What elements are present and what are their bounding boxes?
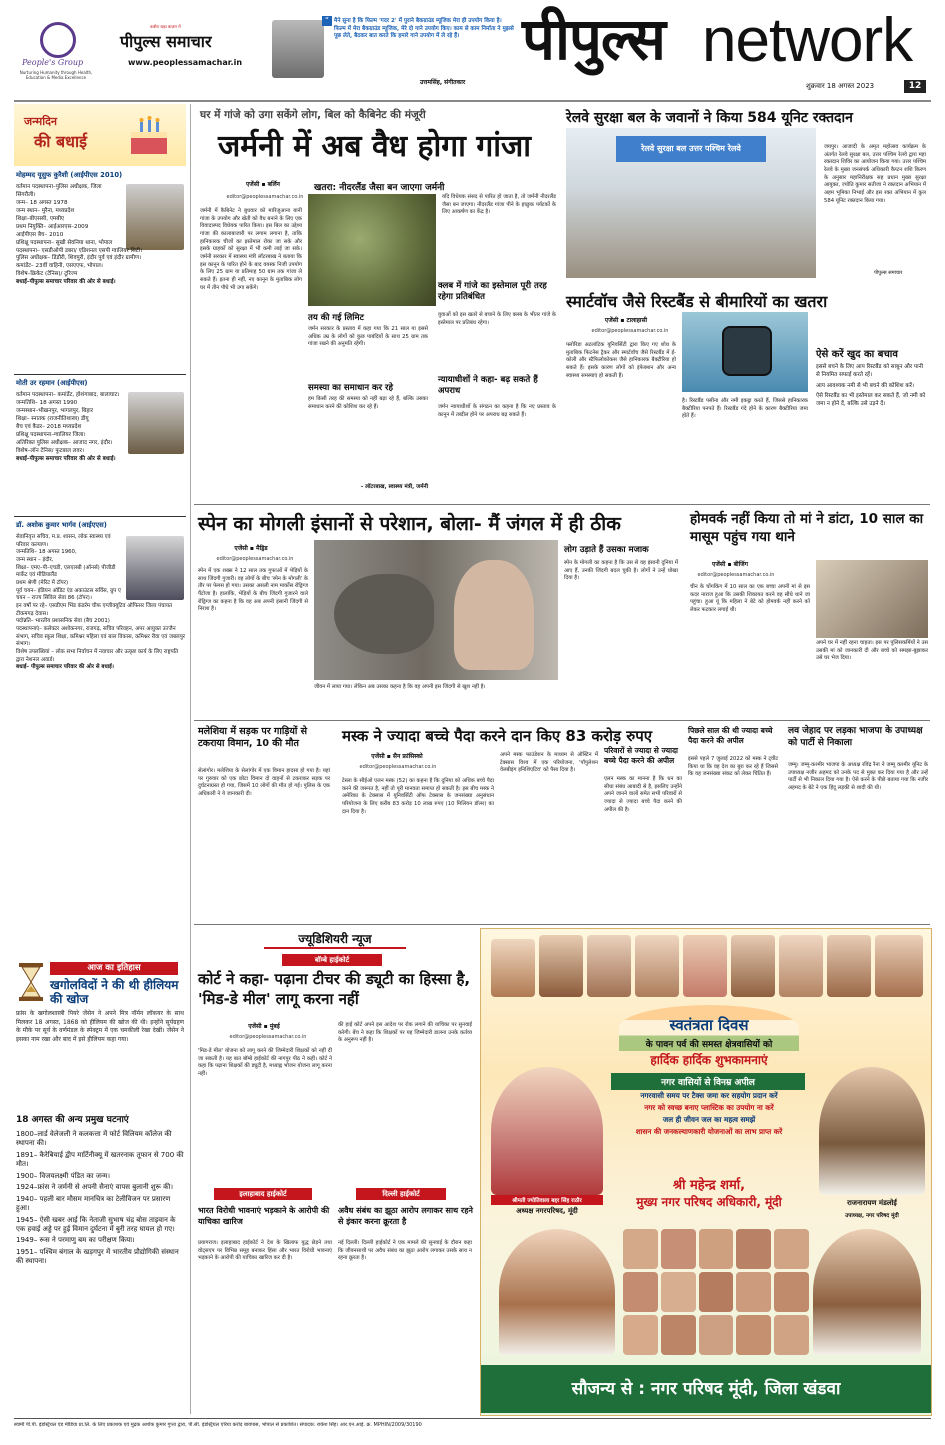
leader-photo xyxy=(731,935,775,997)
railway-credit: पीपुल्स समाचार xyxy=(874,270,903,276)
leader-photo xyxy=(587,935,631,997)
event-item: 1949– रूस ने परमाणु बम का परीक्षण किया। xyxy=(16,1236,135,1245)
group-tagline: Nurturing Humanity through Health, Education & Media Excellence xyxy=(19,70,93,81)
event-item: 1951– पश्चिम बंगाल के खड़गपुर में भारतीय प्रौद्योगिकी संस्थान की स्थापना। xyxy=(16,1247,179,1266)
detail-line: शिक्षा– एमए–पी–एचडी, एलएलबी (ऑनर्स) पीजीडी मार्केट एवं मीडियालैंड xyxy=(16,564,116,579)
detail-line: प्रशिक्षु पदस्थापना– सुखी सेवनिया थाना, भोपाल xyxy=(16,239,113,246)
detail-line: जन्मतिथि– 18 अगस्त 1960, xyxy=(16,549,77,556)
court-3-headline: अवैध संबंध का झूठा आरोप लगाकर साथ रहने से इंकार करना क्रूरता है xyxy=(338,1206,473,1226)
judiciary-headline: कोर्ट ने कहा- पढ़ाना टीचर की ड्यूटी का हिस्सा है, 'मिड-डे मील' लागू करना नहीं xyxy=(198,970,471,1008)
detail-line: अतिरिक्त पुलिस अधीक्षक– आजाद नगर, इंदौर। xyxy=(16,439,113,446)
history-title: खगोलविदों ने की थी हीलियम की खोज xyxy=(50,978,179,1007)
spain-sub-body: स्पेन के मोगली का कहना है कि उस से वह इंसानी दुनिया में आए हैं, उनकी जिंदगी बदल चुकी है। लोगों ने उन्हें धोखा दिया है। xyxy=(564,560,678,582)
imprint-rule xyxy=(14,1418,931,1419)
page-number: 12 xyxy=(904,80,926,93)
detail-line: सेवानिवृत्त सचिव, म.प्र. शासन, लोक स्वास्थ्य एवं परिवार कल्याण। xyxy=(16,534,111,548)
railway-story xyxy=(562,104,930,282)
court-2-headline: भारत विरोधी भावनाएं भड़काने के आरोपी की याचिका खारिज xyxy=(198,1206,330,1226)
appeal-title: नगर वासियों से विनम्र अपील xyxy=(611,1073,805,1090)
homework-byline: एजेंसी ▪ बीजिंग xyxy=(712,561,748,568)
smartwatch-story xyxy=(562,286,930,502)
smartwatch-headline: स्मार्टवॉच जैसे रिस्टबैंड से बीमारियों का खतरा xyxy=(566,292,828,311)
councillor-photo xyxy=(623,1315,658,1355)
detail-line: पदोन्नति– भारतीय प्रशासनिक सेवा (बैच 2001) xyxy=(16,618,110,625)
judiciary-section xyxy=(194,926,476,1414)
detail-line: जन्म स्थान– मुरैना, मध्यप्रदेश xyxy=(16,207,75,214)
malaysia-body: सेलांगोर। मलेशिया के सेलांगोर में एक विमान हादसा हो गया है। यहां पर गुरुवार को एक छोटा विमान दो वाहनों से टकराकर सड़क पर दुर्घटनाग्रस्त हो गया, जिसमें 10 लोगों की मौत हो गई। पुलिस के एक अधिकारी ने ये जानकारी दी। xyxy=(198,768,330,798)
councillor-photo xyxy=(774,1315,809,1355)
detail-line: पदस्थापनाएं– कलेक्टर अशोकनगर, राजगढ़, सचिव परिवहन, अपर आयुक्त उज्जैन संभाग, सचिव स्कूल शिक्षा, कमिश्नर महिला एवं बाल विकास, कमिश्नर रीवा एवं जबलपुर संभाग। xyxy=(16,626,185,648)
officer-name: श्री महेन्द्र शर्मा, xyxy=(672,1178,746,1193)
section-rule xyxy=(194,504,930,505)
birthday-person-2-name: मोती उर रहमान (आईपीएस) xyxy=(16,379,88,387)
judiciary-byline: एजेंसी ▪ मुंबई xyxy=(248,1023,280,1030)
detail-line: आईपीएस बैच– 2010 xyxy=(16,231,64,238)
germany-sub-2: समस्या का समाधान कर रहे xyxy=(308,383,394,393)
spain-story xyxy=(194,506,682,718)
ad-footer: सौजन्य से : नगर परिषद मूंदी, जिला खंडवा xyxy=(481,1365,931,1413)
birthday-heading-big: की बधाई xyxy=(34,132,87,151)
musk-body-2: अपने मस्क फाउंडेशन के माध्यम से ऑस्टिन में टेक्सास विश्व में एक परियोजना, 'पॉपुलेशन वेलबीइंग इनिशिएटिव' को पैसा दिया है। xyxy=(500,752,598,774)
detail-line: शिक्षा– स्नातक (राजनीतिशास्त्र) डीयू xyxy=(16,415,89,422)
divider xyxy=(14,516,186,517)
history-section xyxy=(14,958,186,1414)
masthead-rule xyxy=(14,100,931,102)
detail-line: विशेष उपलब्धियां – लोक सभा निर्वाचन में नवाचार और उत्कृष्ट कार्य के लिए राष्ट्रपति द्वारा नेशनल अवार्ड। xyxy=(16,649,179,663)
councillor-photo xyxy=(774,1229,809,1269)
councillor-grid xyxy=(623,1229,809,1355)
history-body: फ्रांस के खगोलशास्त्री पियरे जेंसेन ने अपने मित्र नॉर्मन लॉकयर के साथ मिलकर 18 अगस्त, 1868 को हीलियम की खोज की थी। इन्होंने सूर्यग्रहण के मौके पर सूर्य के वर्णमंडल के स्पेक्ट्रम में एक चमकीली रेखा देखी। जेंसेन ने इसका नाम रखा और बाद में इसे हीलियम कहा गया। xyxy=(16,1010,184,1044)
love-jihad-body: जम्मू। जम्मू-कश्मीर भाजपा के अध्यक्ष रविंद्र रैना ने जम्मू कश्मीर यूनिट के उपाध्यक्ष नजीर अहमद को उनके पद से मुक्त कर दिया गया है और उन्हें पार्टी से भी निकाल दिया गया है। ऐसे करने के पीछे बताया गया कि नजीर अहमद के बेटे ने एक हिंदू लड़की से शादी की थी। xyxy=(788,762,928,792)
detail-line: प्रशिक्षु पदस्थापना–ग्वालियर जिला। xyxy=(16,431,86,438)
detail-line: पुलिस अधीक्षक– डिंडौरी, शिवपुरी, इंदौर पूर्व एवं इंदौर ग्रामीण। xyxy=(16,255,142,262)
judiciary-body: 'मिड-डे मील' योजना को लागू करने की जिम्मेदारी शिक्षकों को नहीं दी जा सकती है। यह बात बॉम्बे हाईकोर्ट की नागपुर पीठ ने कही। कोर्ट ने कहा कि पढ़ाना शिक्षकों की ड्यूटी है, मध्याह्न भोजन योजना लागू करना नहीं। xyxy=(198,1048,332,1078)
vice-chair-role: उपाध्यक्ष, नगर परिषद मूंदी xyxy=(845,1213,899,1219)
smartwatch-body-2: है। रिस्टबैंड पसीना और नमी इकट्ठा करते हैं, जिससे हानिकारक बैक्टीरिया पनपते हैं। रिस्टबैंड गंदे होने के कारण बैक्टीरिया जमा होते हैं। xyxy=(682,398,808,420)
detail-line: शिक्षा–बीएससी, एमबीए xyxy=(16,215,64,222)
detail-line: पदस्थापना– एसडीओपी डबरा/ एडिशनल एसपी ग्वालियर सिटी। xyxy=(16,247,143,254)
judiciary-tag: ज्यूडिशियरी न्यूज xyxy=(264,930,406,949)
officer-role: मुख्य नगर परिषद अधिकारी, मूंदी xyxy=(636,1195,782,1209)
birthday-person-3-details xyxy=(16,534,186,672)
event-item: 1800–लार्ड वेलेजली ने कलकत्ता में फोर्ट विलियम कॉलेज की स्थापना की। xyxy=(16,1130,172,1148)
wolf-figure xyxy=(334,574,434,654)
railway-body: जयपुर। आजादी के अमृत महोत्सव कार्यक्रम के अंतर्गत रेलवे सुरक्षा बल, उत्तर पश्चिम रेलवे द्वारा महा रक्तदान शिविर का आयोजन किया गया। उत्तर पश्चिम रेलवे के मुख्य जनसंपर्क अधिकारी कैप्टन शशि किरण के अनुसार महानिरीक्षक सह प्रधान मुख्य सुरक्षा आयुक्त, ज्योति कुमार सतीजा ने रक्तदान अभियान में अहम भूमिका निभाई और इस रक्त अभियान में कुल 584 यूनिट रक्तदान किया गया। xyxy=(824,144,926,204)
peoples-group-logo xyxy=(40,22,76,58)
detail-line: जन्म– 18 अगस्त 1978 xyxy=(16,199,68,206)
birthday-section xyxy=(14,104,186,948)
court-2-tag: इलाहाबाद हाईकोर्ट xyxy=(214,1188,312,1200)
detail-line: प्रथम नियुक्ति– आईआरएस–2009 xyxy=(16,223,89,230)
germany-sub-2-body: हम किसी तरह की समस्या को नहीं बढ़ा रहे हैं, बल्कि उसका समाधान करने की कोशिश कर रहे हैं। xyxy=(308,396,428,410)
councillor-photo xyxy=(661,1272,696,1312)
leader-photo xyxy=(635,935,679,997)
watch-icon xyxy=(722,326,772,376)
railway-banner: रेलवे सुरक्षा बल उत्तर पश्चिम रेलवे xyxy=(616,136,766,162)
musk-side-2-head: पिछले साल की थी ज्यादा बच्चे पैदा करने की अपील xyxy=(688,726,773,745)
leader-photo xyxy=(491,939,535,997)
homework-email: editor@peoplessamachar.co.in xyxy=(697,572,775,578)
councillor-photo xyxy=(661,1315,696,1355)
detail-line: वर्तमान पदस्थापना–पुलिस अधीक्षक, जिला सिंगरौली। xyxy=(16,184,102,198)
musk-headline: मस्क ने ज्यादा बच्चे पैदा करने दान किए 83 करोड़ रुपए xyxy=(342,727,653,745)
appeal-line: जल ही जीवन जल का महत्व समझें xyxy=(662,1115,756,1124)
ad-line-1: के पावन पर्व की समस्त क्षेत्रवासियों को xyxy=(645,1040,773,1050)
malaysia-story xyxy=(194,722,334,922)
chairperson-photo xyxy=(491,1067,603,1195)
smartwatch-tips-heading: ऐसे करें खुद का बचाव xyxy=(816,349,898,360)
councillor-photo xyxy=(623,1229,658,1269)
homework-story xyxy=(686,506,930,718)
germany-email: editor@peoplessamachar.co.in xyxy=(226,194,304,200)
birthday-heading-small: जन्मदिन xyxy=(24,115,58,128)
judiciary-email: editor@peoplessamachar.co.in xyxy=(229,1034,307,1040)
quote-author: उत्तमसिंह, संगीतकार xyxy=(420,79,466,86)
railway-headline: रेलवे सुरक्षा बल के जवानों ने किया 584 यूनिट रक्तदान xyxy=(566,110,853,126)
smartwatch-email: editor@peoplessamachar.co.in xyxy=(591,328,669,334)
germany-body-2: यदि विधेयक संसद से पारित हो जाता है, तो जर्मनी नीदरलैंड जैसा बन जाएगा। नीदरलैंड गांजा पीने के इच्छुक पर्यटकों के लिए आकर्षण का केंद्र है। xyxy=(442,194,556,216)
smartwatch-body: फ्लोरिडा अटलांटिक यूनिवर्सिटी द्वारा किए गए शोध के मुताबिक फिटनेस ट्रैकर और स्मार्टवॉच जैसे रिस्टबैंड में ई-कोली और स्टैफिलोकोकस जैसे हानिकारक बैक्टीरिया हो सकते हैं। इसके कारण लोगों को इंफेक्शन और अन्य स्वास्थ्य समस्याएं हो सकती हैं। xyxy=(566,342,676,379)
railway-photo xyxy=(566,128,816,278)
musk-side-2-body: इससे पहले 7 जुलाई 2022 को मस्क ने ट्वीट किया था कि वह देश का बुरा कर रहे हैं जिससे कि वह जनसंख्या संकट को लेकर चिंतित हैं। xyxy=(688,756,778,778)
section-rule xyxy=(194,720,930,721)
paper-title-hindi: पीपुल्स xyxy=(522,5,665,73)
detail-line: जन्मतिथि– 18 अगस्त 1990 xyxy=(16,399,78,406)
quote-portrait xyxy=(272,20,324,78)
councillor-photo xyxy=(661,1229,696,1269)
leader-photo xyxy=(827,935,871,997)
germany-sub-4-body: जर्मन न्यायाधीशों के संगठन का कहना है कि नए प्रस्ताव के कानून में तब्दील होने पर अपराध बढ़ सकते हैं। xyxy=(438,404,556,418)
history-events-heading: 18 अगस्त की अन्य प्रमुख घटनाएं xyxy=(16,1115,129,1125)
councillor-photo xyxy=(774,1272,809,1312)
court-1-tag: बॉम्बे हाईकोर्ट xyxy=(282,954,382,966)
smartwatch-byline: एजेंसी ▪ टालाहासी xyxy=(604,317,648,324)
birthday-person-2-details xyxy=(16,392,186,463)
detail-line: चयन – राज्य सिविल सेवा 86 (टॉपर)। xyxy=(16,595,92,602)
court-3-tag: दिल्ली हाईकोर्ट xyxy=(356,1188,446,1200)
musk-byline: एजेंसी ▪ सैन फ्रांसिस्को xyxy=(371,753,423,760)
ad-top-label: स्वतंत्रता दिवस xyxy=(669,1016,749,1034)
germany-sub-3: क्लब में गांजे का इस्तेमाल पूरी तरह रहेगा प्रतिबंधित xyxy=(438,281,547,302)
officer-photo xyxy=(813,1229,921,1355)
event-item: 1945– ऐसी खबर आई कि नेताजी सुभाष चंद्र बोस ताइवान के एक हवाई अड्डे पर हुई विमान दुर्घटना में बुरी तरह घायल हो गए। xyxy=(16,1215,176,1233)
detail-line: बैच एवं कैडर– 2018 मध्यप्रदेश xyxy=(16,423,82,430)
love-jihad-headline: लव जेहाद पर लड़का भाजपा के उपाध्यक्ष को पार्टी से निकाला xyxy=(788,726,923,748)
ad-line-2: हार्दिक हार्दिक शुभकामनाएं xyxy=(650,1053,768,1067)
quote-text: मैने सुना है कि फिल्म 'गदर 2' में पुराने बैकग्राउंड म्यूजिक मेरा ही उपयोग किया है। फिल्म में मेरा बैकग्राउंड म्यूजिक, मेरे दो गाने उपयोग किए। काम से काम निर्माता ने मुझसे पूछ लेते, बैठकर बात करते कि हमारे गाने उपयोग में ले रहे हैं। xyxy=(334,18,514,40)
judiciary-body-2: की हाई कोर्ट अपने इस आदेश पर रोक लगाने की याचिका पर सुनवाई करेगी। बेंच ने कहा कि शिक्षकों पर यह जिम्मेदारी डालना उनके कर्तव्य के अनुरूप नहीं है। xyxy=(338,1022,472,1044)
vice-chair-name: राजनारायण मंडलोई xyxy=(847,1199,897,1207)
chairperson-caption: श्रीमती ज्योतिवाला बद्दर सिंह राठौर xyxy=(491,1195,603,1205)
homework-body: चीन के चोंगकिंग में 10 साल का एक बच्चा अपनी मां से इस कदर नाराज हुआ कि उसकी शिकायत करने वह सीधे थाने जा पहुंचा। हुआ यूं कि महिला ने बेटे को होमवर्क नहीं करने को लेकर फटकार लगाई थी। xyxy=(690,584,810,614)
appeal-line: नगर को स्वच्छ बनाए प्लास्टिक का उपयोग ना करें xyxy=(644,1103,774,1112)
musk-side-2 xyxy=(686,722,782,922)
germany-headline: जर्मनी में अब वैध होगा गांजा xyxy=(218,129,532,164)
birthday-person-1-name: मोहम्मद यूसुफ कुरैशी (आईपीएस 2010) xyxy=(16,171,123,179)
spain-byline: एजेंसी ▪ मैड्रिड xyxy=(234,545,268,552)
councillor-photo xyxy=(699,1315,734,1355)
germany-story xyxy=(194,104,558,502)
detail-line: वर्तमान पदस्थापना– कमांडेंट, होशंगाबाद, बालाघाट। xyxy=(16,392,120,398)
paper-small-title: पीपुल्स समाचार xyxy=(120,32,212,51)
paper-small-tag: कबीरा खड़ा बाज़ार में xyxy=(150,24,181,29)
section-rule xyxy=(194,924,930,925)
website[interactable]: www.peoplessamachar.in xyxy=(128,58,243,67)
column-rule-left xyxy=(190,104,191,1414)
vice-chair-photo xyxy=(819,1067,925,1195)
germany-kicker: घर में गांजे को उगा सकेंगे लोग, बिल को कैबिनेट की मंजूरी xyxy=(200,109,426,121)
court-2-body: प्रयागराज। इलाहाबाद हाईकोर्ट ने देश के खिलाफ युद्ध छेड़ने तथा वोट्सएप पर विभिन्न समूह बनाकर हिंसा और भारत विरोधी भावनाएं भड़काने के आरोपी की याचिका खारिज कर दी है। xyxy=(198,1240,332,1262)
event-item: 1924–फ्रांस ने जर्मनी से अपनी सैनाएं वापस बुलानी शुरू की। xyxy=(16,1183,174,1192)
malaysia-headline: मलेशिया में सड़क पर गाड़ियों से टकराया विमान, 10 की मौत xyxy=(198,726,308,750)
officer-photo xyxy=(499,1229,615,1355)
detail-line: जन्म स्थान – इंदौर, xyxy=(16,557,54,564)
leader-photo xyxy=(875,935,923,997)
spain-email: editor@peoplessamachar.co.in xyxy=(216,556,294,562)
leader-photo xyxy=(779,935,823,997)
child-photo xyxy=(816,560,928,638)
detail-line: विशेष–क्रिकेट (टेनिस)/ टूरिज्म xyxy=(16,271,78,278)
germany-body-1: जर्मनी में कैबिनेट ने बुधवार को मारिजुआना यानी गांजा के उपयोग और खेती को वैध बनाने के लिए एक विवादास्पद विधेयक पारित किया। इस बिल का उद्देश्य गांजा की कालाबाजारी पर लगाम लगाना है, ताकि हानिकारक चीजों का इस्तेमाल रोका जा सके और इसके ग्राहकों को सुरक्षा में भी कमी लाई जा सके। जर्मनी सरकार में स्वास्थ्य मंत्री लॉटरबाख ने बताया कि इस कानून के पारित होने के बाद वयस्क निजी उपयोग के लिए 25 ग्राम या प्रतिमाह 50 ग्राम तक गांजा ले सकते हैं। इतना ही नहीं, नए कानून के मुताबिक लोग घर में तीन पौधे भी उगा सकेंगे। xyxy=(200,208,302,291)
hourglass-icon xyxy=(16,962,46,1002)
tip-item: इससे बचने के लिए आप रिस्टबैंड को साबुन और पानी से नियमित सफाई करते रहें। xyxy=(816,364,924,378)
councillor-photo xyxy=(736,1315,771,1355)
cannabis-photo xyxy=(308,194,436,306)
spain-body: स्पेन में एक शख्स ने 12 साल तक गुफाओं में भेड़ियों के साथ जिंदगी गुजारी। वह लोगों के बीच 'स्पेन के मोगली' के तौर पर फेमस हो गया। उसका असली नाम मार्कोस रोड्रिग्ज पैंटोजा है। हालांकि, भेड़ियों के बीच जिंदगी गुजारने वाले रोड्रिग्ज का कहना है कि वह अब अपनी इंसानी जिंदगी से निराश है। xyxy=(198,568,308,613)
councillor-photo xyxy=(736,1229,771,1269)
date-line: शुक्रवार 18 अगस्त 2023 xyxy=(806,82,875,90)
detail-line: प्रथम श्रेणी (मेरिट में टॉपर) xyxy=(16,580,69,587)
tip-item: आप आवश्यक नमी से भी बचने की कोशिश करें। xyxy=(816,382,915,389)
germany-sub-2-credit: – लॉटरबाख, स्वास्थ्य मंत्री, जर्मनी xyxy=(360,484,428,490)
masthead xyxy=(0,0,945,100)
homework-body-2: अपने घर में नहीं रहना चाहता। इस पर पुलिसकर्मियों ने उस उसकी मां को जानकारी दी और बच्चे को समझा-बुझाकर उसे घर भेज दिया। xyxy=(816,640,928,662)
musk-story xyxy=(338,722,682,922)
appeal-line: शासन की जनकल्याणकारी योजनाओं का लाभ प्राप्त करें xyxy=(635,1127,783,1136)
germany-sub-4: न्यायाधीशों ने कहा- बढ़ सकते हैं अपराध xyxy=(438,375,538,396)
councillor-photo xyxy=(699,1272,734,1312)
event-item: 1891– कैरेबियाई द्वीप मार्टिनीक्यू में खतरनाक तूफान से 700 की मौत। xyxy=(16,1150,184,1169)
group-name: People's Group xyxy=(22,58,84,67)
wolf-man-photo xyxy=(314,540,558,680)
musk-side-1-head: परिवारों से ज्यादा से ज्यादा बच्चे पैदा करने की अपील xyxy=(604,746,678,765)
spain-headline: स्पेन का मोगली इंसानों से परेशान, बोला- मैं जंगल में ही ठीक xyxy=(198,513,621,535)
imprint: स्वामी पी.पी. इंडस्ट्रियल एंड मीडिया प्रा.लि. के लिए प्रकाशक एवं मुद्रक अशोक कुमार गुप्ता द्वारा, पी.सी. इंडस्ट्रियल एरिया करोंद बायपास, भोपाल से प्रकाशित। संपादक: राकेश सिंह। आर.एन.आई. क्र. MPHIN/2009/30190 xyxy=(14,1422,422,1428)
musk-side-1-body: एलन मस्क का मानना है कि धन का सीधा संबंध आबादी से है, इसलिए उन्होंने अपने जानने वालों समेत सभी परिवारों से ज्यादा से ज्यादा बच्चे पैदा करने की अपील की है। xyxy=(604,776,682,813)
detail-line: कमांडेंट– 23वीं वाहिनी, एसएएफ, भोपाल। xyxy=(16,263,103,270)
leader-photo xyxy=(539,935,583,997)
germany-byline: एजेंसी ▪ बर्लिन xyxy=(245,181,280,188)
detail-line: बधाई– पीपुल्स समाचार परिवार की ओर से बधाई। xyxy=(16,664,114,671)
birthday-person-3-name: डॉ. अशोक कुमार भार्गव (आईएएस) xyxy=(16,521,107,529)
leader-photo xyxy=(683,935,727,997)
spain-sub: लोग उड़ाते हैं उसका मजाक xyxy=(564,545,649,555)
smartwatch-photo xyxy=(682,312,808,392)
homework-headline: होमवर्क नहीं किया तो मां ने डांटा, 10 साल का मासूम पहुंच गया थाने xyxy=(690,511,924,546)
court-3-body: नई दिल्ली। दिल्ली हाईकोर्ट ने एक मामले की सुनवाई के दौरान कहा कि जीवनसाथी पर अवैध संबंध का झूठा आरोप लगाकर उसके साथ न रहना क्रूरता है। xyxy=(338,1240,472,1262)
detail-line: बधाई–पीपुल्स समाचार परिवार की ओर से बधाई। xyxy=(16,455,116,462)
history-tag: आज का इतिहास xyxy=(50,962,178,975)
germany-sub-3-body: युवाओं को इस खतरे से बचाने के लिए क्लब के भीतर गांजे के इस्तेमाल पर प्रतिबंध रहेगा। xyxy=(438,312,556,326)
chairperson-role: अध्यक्ष नगरपरिषद, मूंदी xyxy=(516,1207,578,1215)
paper-title-en: network xyxy=(702,6,913,75)
musk-email: editor@peoplessamachar.co.in xyxy=(359,764,437,770)
man-figure xyxy=(454,560,534,670)
germany-sub-1-body: जर्मन सरकार के प्रस्ताव में कहा गया कि 21 साल या इससे अधिक उम्र के लोगों को कुछ पाबंदियों के साथ 25 ग्राम तक गांजा रखने की अनुमति रहेगी। xyxy=(308,326,428,348)
detail-line: इन वर्षों पर रहे– एसडीएम भिंड कंडर्रम चीफ एग्जीक्यूटिव ऑफिसर जिला पंचायत टीकमगढ़ देवास। xyxy=(16,603,173,617)
cake-icon xyxy=(126,114,172,158)
detail-line: विशेष–लॉन टेनिस/ फुटबाल लवर। xyxy=(16,447,84,454)
musk-body: टेस्ला के सीईओ एलन मस्क (52) का कहना है कि दुनिया को अधिक बच्चे पैदा करने की जरूरत है, नहीं तो पूरी मानवता समाप्त हो सकती है। इस बीच मस्क ने अमेरिका के टेक्सास में यूनिवर्सिटी ऑफ टेक्सास के जनसंख्या अनुसंधान परियोजना के लिए करीब 83 करोड़ 10 लाख रुपए (10 मिलियन डॉलर) का दान दिया है। xyxy=(342,778,494,815)
smartwatch-tips xyxy=(816,364,928,409)
municipal-advertisement xyxy=(480,928,932,1416)
birthday-person-1-details xyxy=(16,184,186,287)
love-jihad-story xyxy=(786,722,930,922)
councillor-photo xyxy=(736,1272,771,1312)
councillor-photo xyxy=(623,1272,658,1312)
detail-line: बधाई–पीपुल्स समाचार परिवार की ओर से बधाई। xyxy=(16,279,116,286)
event-item: 1900– विजयलक्ष्मी पंडित का जन्म। xyxy=(16,1171,111,1180)
spain-caption: जीवन में लाया गया। लेकिन अब उसका कहना है कि वह अपनी इस जिंदगी से खुश नहीं है। xyxy=(314,684,486,690)
appeal-line: नगरवासी समय पर टैक्स जमा कर सहयोग प्रदान करें xyxy=(640,1091,778,1100)
detail-line: जन्मस्थान–भीखनपुर, भागलपुर, बिहार xyxy=(16,407,94,414)
divider xyxy=(14,374,186,375)
tip-item: ऐसे रिस्टबैंड का भी इस्तेमाल कर सकते हैं, जो नमी को जमा न होने दें, बल्कि उसे उड़ने दें। xyxy=(816,393,926,408)
germany-sub-1: तय की गई लिमिट xyxy=(308,313,364,323)
detail-line: पूर्व चयन– इंडियन ऑडिट एंड अकाउंटस सर्विस, ग्रुप ए xyxy=(16,587,121,594)
history-events-list xyxy=(16,1130,184,1269)
councillor-photo xyxy=(699,1229,734,1269)
germany-photo-caption: खतरा: नीदरलैंड जैसा बन जाएगा जर्मनी xyxy=(314,183,445,193)
quote-icon: “ xyxy=(322,16,332,26)
event-item: 1940– पहली बार मौसम मानचित्र का टेलीविजन पर प्रसारण हुआ। xyxy=(16,1194,171,1213)
